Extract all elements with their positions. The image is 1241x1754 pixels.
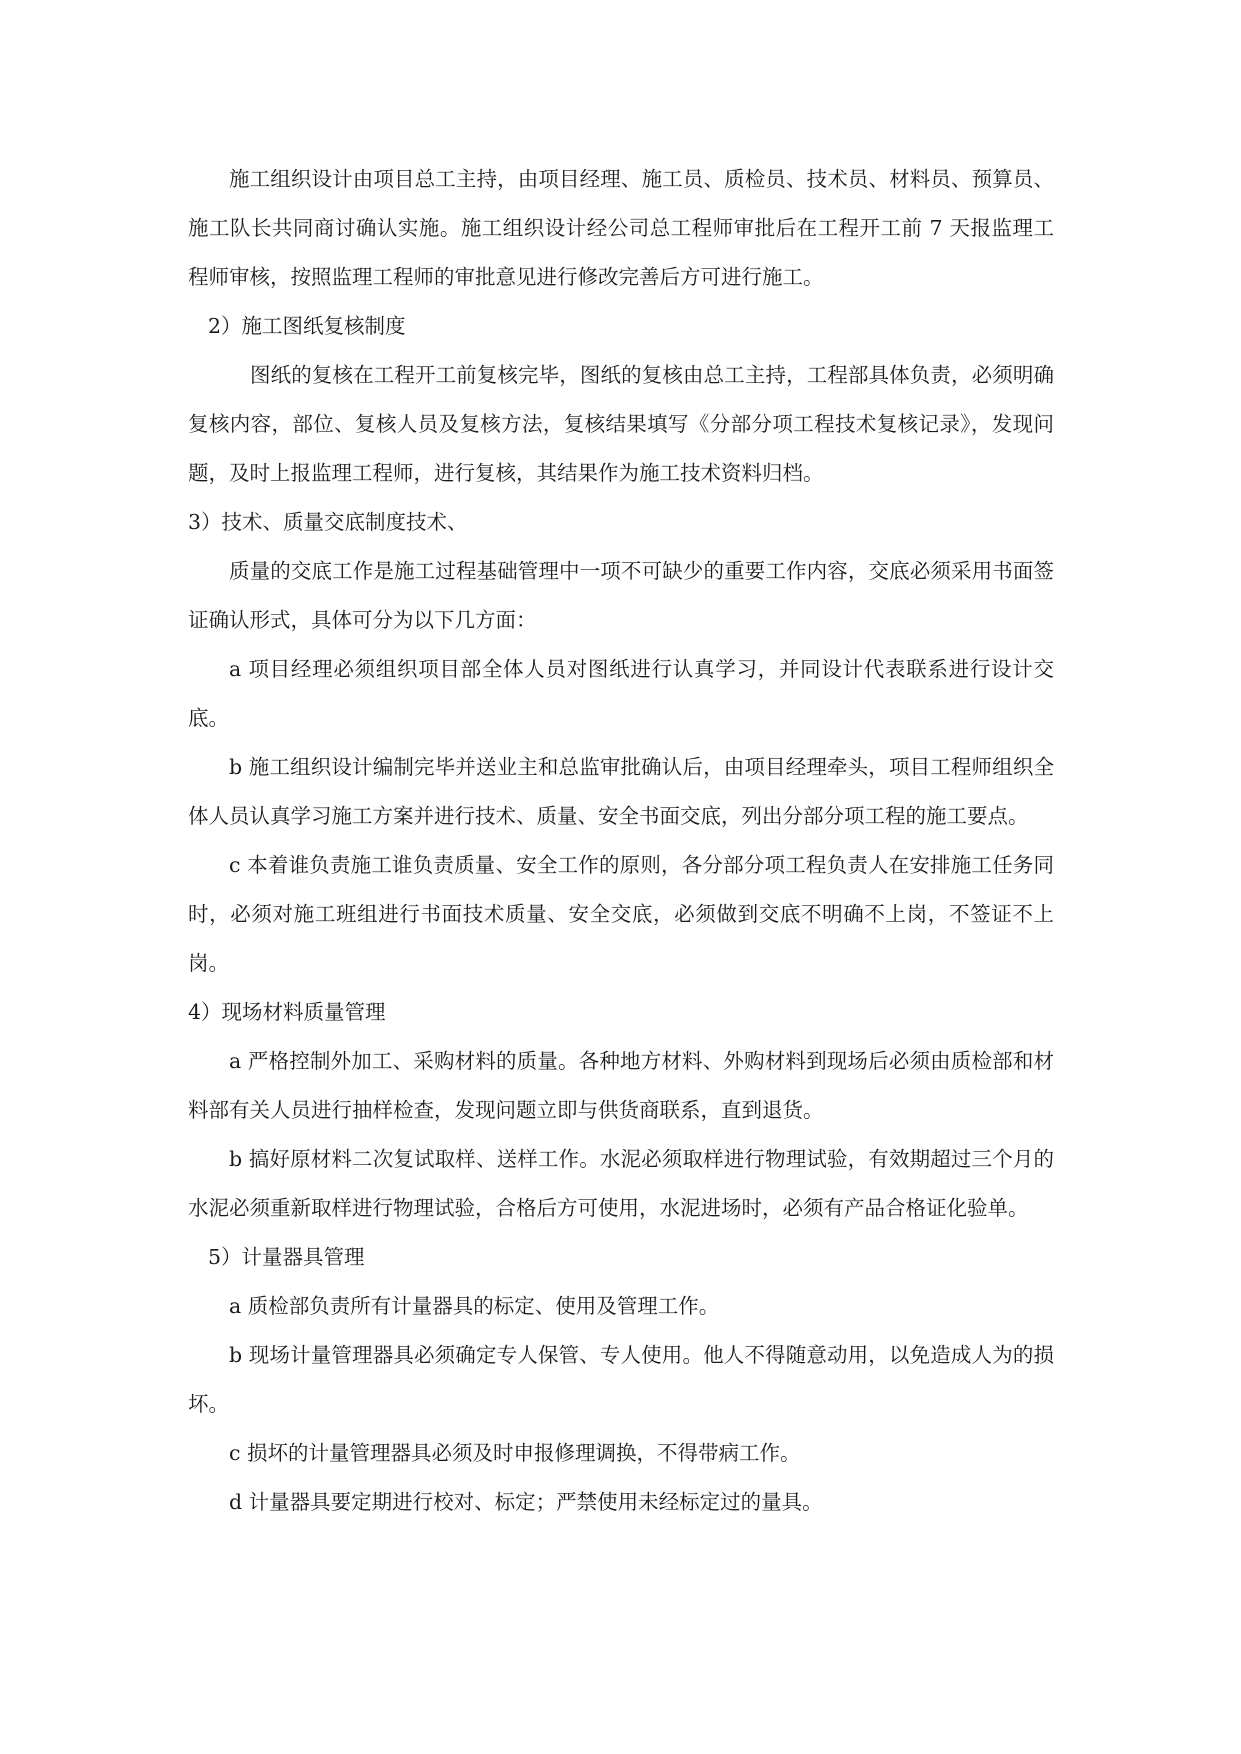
- paragraph-drawing-review: 图纸的复核在工程开工前复核完毕，图纸的复核由总工主持，工程部具体负责，必须明确复核内容，部位、复核人员及复核方法，复核结果填写《分部分项工程技术复核记录》，发现问题，及时上报监理工程师，进行复核，其结果作为施工技术资料归档。: [188, 363, 1054, 485]
- section-heading-measuring-instruments: 5）计量器具管理: [208, 1245, 365, 1269]
- list-item-material-b: b 搞好原材料二次复试取样、送样工作。水泥必须取样进行物理试验，有效期超过三个月的水泥必须重新取样进行物理试验，合格后方可使用，水泥进场时，必须有产品合格证化验单。: [188, 1147, 1054, 1220]
- list-item-briefing-b: b 施工组织设计编制完毕并送业主和总监审批确认后，由项目经理牵头，项目工程师组织全体人员认真学习施工方案并进行技术、质量、安全书面交底，列出分部分项工程的施工要点。: [188, 755, 1054, 828]
- paragraph-briefing-intro: 质量的交底工作是施工过程基础管理中一项不可缺少的重要工作内容，交底必须采用书面签证确认形式，具体可分为以下几方面：: [188, 559, 1054, 632]
- list-item-material-a: a 严格控制外加工、采购材料的质量。各种地方材料、外购材料到现场后必须由质检部和材料部有关人员进行抽样检查，发现问题立即与供货商联系，直到退货。: [188, 1049, 1054, 1122]
- section-heading-technical-briefing: 3）技术、质量交底制度技术、: [188, 510, 468, 534]
- list-item-instruments-c: c 损坏的计量管理器具必须及时申报修理调换，不得带病工作。: [229, 1441, 801, 1465]
- paragraph-design-approval: 施工组织设计由项目总工主持，由项目经理、施工员、质检员、技术员、材料员、预算员、施工队长共同商讨确认实施。施工组织设计经公司总工程师审批后在工程开工前 7 天报监理工程师审核，按照监理工程师的审批意见进行修改完善后方可进行施工。: [188, 167, 1054, 289]
- document-body: [188, 155, 1054, 1527]
- section-heading-drawing-review: 2）施工图纸复核制度: [208, 314, 406, 338]
- section-heading-material-quality: 4）现场材料质量管理: [188, 1000, 386, 1024]
- list-item-instruments-a: a 质检部负责所有计量器具的标定、使用及管理工作。: [229, 1294, 720, 1318]
- list-item-instruments-b: b 现场计量管理器具必须确定专人保管、专人使用。他人不得随意动用，以免造成人为的损坏。: [188, 1343, 1054, 1416]
- list-item-briefing-a: a 项目经理必须组织项目部全体人员对图纸进行认真学习，并同设计代表联系进行设计交底。: [188, 657, 1054, 730]
- list-item-instruments-d: d 计量器具要定期进行校对、标定；严禁使用未经标定过的量具。: [229, 1490, 823, 1514]
- list-item-briefing-c: c 本着谁负责施工谁负责质量、安全工作的原则，各分部分项工程负责人在安排施工任务同时，必须对施工班组进行书面技术质量、安全交底，必须做到交底不明确不上岗，不签证不上岗。: [188, 853, 1054, 975]
